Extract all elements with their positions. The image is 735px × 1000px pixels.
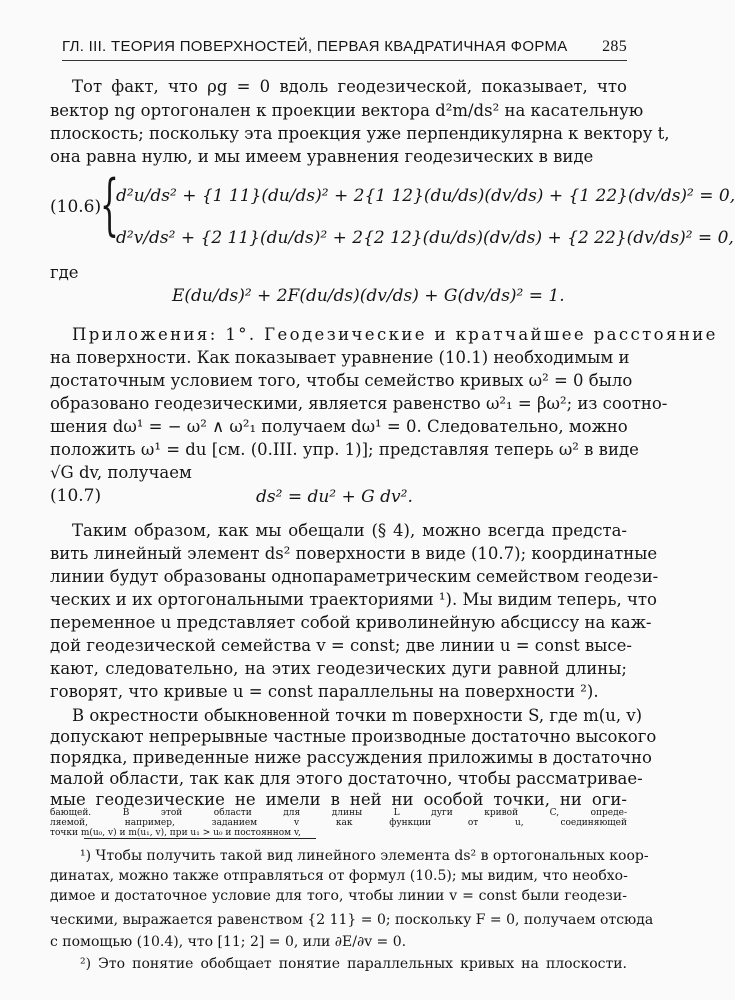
footnote-line: динатах, можно также отправляться от формул (10.5); мы видим, что необхо- — [50, 868, 628, 884]
text-line: мые геодезические не имели в ней ни особой точки, ни оги- — [50, 790, 627, 809]
system-brace: { — [100, 166, 119, 243]
footnote-line: ¹) Чтобы получить такой вид линейного элемента ds² в ортогональных коор- — [80, 848, 649, 864]
text-line: дой геодезической семейства v = const; две линии u = const высе- — [50, 636, 632, 655]
page-number: 285 — [602, 38, 627, 55]
text-line: говорят, что кривые u = const параллельны на поверхности ²). — [50, 682, 599, 701]
text-line: точки m(u₀, v) и m(u₁, v), при u₁ > u₀ и постоянном v, — [50, 828, 301, 838]
equation-number: (10.6) — [50, 197, 102, 217]
footnote-line: димое и достаточное условие для того, чтобы линии v = const были геодези- — [50, 888, 627, 904]
text-line: на поверхности. Как показывает уравнение (10.1) необходимым и — [50, 348, 630, 367]
text-line: достаточным условием того, чтобы семейство кривых ω² = 0 было — [50, 371, 633, 390]
footnote-rule — [84, 838, 316, 839]
text-line: ческих и их ортогональными траекториями ¹). Мы видим теперь, что — [50, 590, 657, 609]
metric-normalization-equation: E(du/ds)² + 2F(du/ds)(dv/ds) + G(dv/ds)² = 1. — [172, 286, 565, 306]
footnote-line: с помощью (10.4), что [11; 2] = 0, или ∂E/∂v = 0. — [50, 934, 407, 950]
text-line: допускают непрерывные частные производные достаточно высокого — [50, 727, 657, 746]
running-header — [62, 38, 627, 55]
text-line: плоскость; поскольку эта проекция уже перпендикулярна к вектору t, — [50, 124, 670, 143]
geodesic-equation-u: d²u/ds² + {1 11}(du/ds)² + 2{1 12}(du/ds)(dv/ds) + {1 22}(dv/ds)² = 0, — [116, 186, 735, 206]
equation-number: (10.7) — [50, 486, 102, 506]
text-line: вить линейный элемент ds² поверхности в виде (10.7); координатные — [50, 544, 658, 563]
geodesic-equation-v: d²v/ds² + {2 11}(du/ds)² + 2{2 12}(du/ds)(dv/ds) + {2 22}(dv/ds)² = 0, — [116, 228, 734, 248]
text-line: ляемой, например, заданием v как функции от u, соединяющей — [50, 818, 627, 828]
text-line: порядка, приведенные ниже рассуждения приложимы в достаточно — [50, 748, 652, 767]
text-line: шения dω¹ = − ω² ∧ ω²₁ получаем dω¹ = 0. Следовательно, можно — [50, 417, 628, 436]
text-line: В окрестности обыкновенной точки m поверхности S, где m(u, v) — [72, 706, 643, 725]
text-line: Тот факт, что ρg = 0 вдоль геодезической, показывает, что — [72, 77, 627, 96]
text-line: вектор ng ортогонален к проекции вектора d²m/ds² на касательную — [50, 101, 644, 120]
text-line: образовано геодезическими, является равенство ω²₁ = βω²; из соотно- — [50, 394, 668, 413]
text-line: бающей. В этой области для длины L дуги кривой C, опреде- — [50, 808, 627, 818]
text-line — [72, 324, 718, 346]
text-line: положить ω¹ = du [см. (0.III. упр. 1)]; представляя теперь ω² в виде — [50, 440, 639, 459]
text-line: √G dv, получаем — [50, 463, 192, 482]
running-title: ГЛ. III. ТЕОРИЯ ПОВЕРХНОСТЕЙ, ПЕРВАЯ КВАДРАТИЧНАЯ ФОРМА — [62, 38, 568, 55]
text-line: линии будут образованы однопараметрическим семейством геодези- — [50, 567, 659, 586]
text-line: Таким образом, как мы обещали (§ 4), можно всегда предста- — [72, 521, 627, 540]
applications-heading: Приложения: 1°. Геодезические и кратчайшее расстояние — [72, 325, 718, 344]
line-element-equation: ds² = du² + G dv². — [256, 487, 413, 507]
footnote-line: ²) Это понятие обобщает понятие параллельных кривых на плоскости. — [80, 956, 627, 972]
text-line: кают, следовательно, на этих геодезических дуги равной длины; — [50, 659, 627, 678]
header-rule — [62, 60, 627, 61]
text-line: малой области, так как для этого достаточно, чтобы рассматривае- — [50, 769, 643, 788]
where-word: где — [50, 263, 79, 282]
footnote-line: ческими, выражается равенством {2 11} = 0; поскольку F = 0, получаем отсюда — [50, 912, 654, 928]
text-line: она равна нулю, и мы имеем уравнения геодезических в виде — [50, 147, 594, 166]
text-line: переменное u представляет собой криволинейную абсциссу на каж- — [50, 613, 652, 632]
